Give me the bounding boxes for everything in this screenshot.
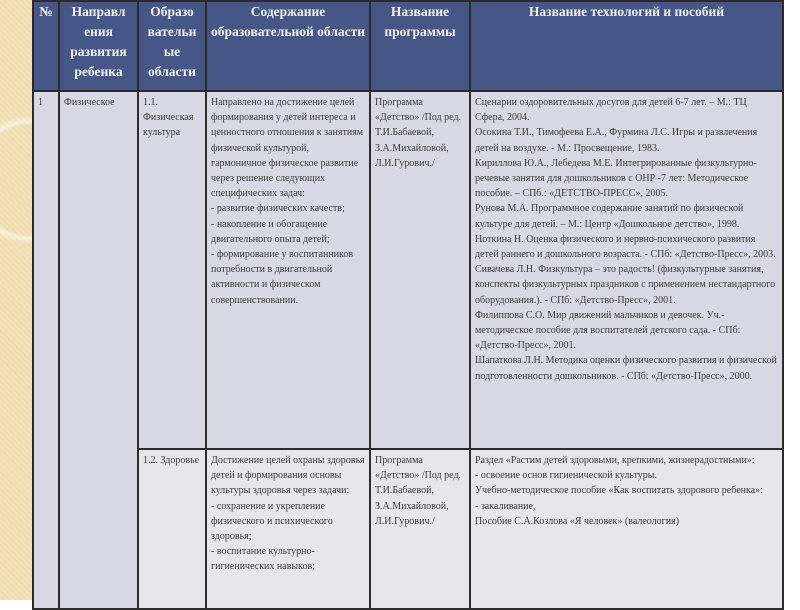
content-line: Достижение целей охраны здоровья детей и формирования основы культуры здоровья через задачи: — [211, 455, 365, 497]
technology-item: Сценарии оздоровительных досугов для детей 6-7 лет. – М.: ТЦ Сфера, 2004. — [475, 97, 747, 124]
cell-program: Программа «Детство» /Под ред. Т.И.Бабаевой, З.А.Михайловой, Л.И.Гурович./ — [370, 91, 470, 449]
header-direction: Направл ения развития ребенка — [59, 1, 138, 91]
content-line: - сохранение и укрепление физического и психического здоровья; — [211, 500, 333, 543]
technology-item: Раздел «Растим детей здоровыми, крепкими, жизнерадостными»: — [475, 455, 755, 466]
technology-item: Ноткина Н. Оценка физического и нервно-психического развития детей раннего и дошкольного возраста. - СПб: «Детство-Пресс», 2003. — [475, 233, 776, 261]
technology-item: Пособие С.А.Козлова «Я человек» (валеология) — [475, 515, 680, 527]
cell-area: 1.1. Физическая культура — [138, 91, 206, 449]
cell-content — [206, 91, 370, 449]
technology-item: Филиппова С.О. Мир движений мальчиков и девочек. Уч.-методическое пособие для воспитателей детского сада. - СПб: «Детство-Пресс», 2001. — [475, 309, 741, 352]
technology-item: Кириллова Ю.А., Лебедева М.Е. Интегрированные физкультурно-речевые занятия для дошкольников с ОНР -7 лет: Методическое пособие. – СПб.: «ДЕТСТВО-ПРЕСС», 2005. — [475, 157, 757, 200]
table-header-row — [33, 1, 783, 91]
cell-technologies — [470, 449, 783, 609]
cell-area: 1.2. Здоровье — [138, 449, 206, 609]
cell-technologies — [470, 91, 783, 449]
technology-item: Сивачева Л.Н. Физкультура – это радость! (физкультурные занятия, конспекты физкультурных праздников с применением нестандартного оборудования.). - СПб: «Детство-Пресс», 2001. — [475, 264, 776, 306]
content-line: - формирование у воспитанников потребности в двигательной активности и физическом совершенствовании. — [211, 249, 354, 306]
slide-background-decoration — [0, 0, 34, 600]
cell-num: 1 — [33, 91, 59, 609]
technology-item: Учебно-методическое пособие «Как воспитать здорового ребенка»: — [475, 485, 763, 497]
content-line: - развитие физических качеств; — [211, 203, 345, 215]
cell-program: Программа «Детство» /Под ред. Т.И.Бабаевой, З.А.Михайловой, Л.И.Гурович./ — [370, 449, 470, 609]
content-line: - накопление и обогащение двигательного опыта детей; — [211, 218, 330, 245]
cell-direction: Физическое — [59, 91, 138, 609]
technology-item: - закаливание, — [475, 500, 536, 512]
program-table — [32, 0, 784, 610]
content-line: Направлено на достижение целей формирования у детей интереса и ценностного отношения к занятиям физической культурой, гармоничное физическое развитие через решение следующих специфических задач: — [211, 97, 364, 200]
table-row — [33, 91, 783, 449]
content-line: - воспитание культурно-гигиенических навыков; — [211, 546, 315, 573]
technology-item: Шапаткова Л.Н. Методика оценки физического развития и физической подготовленности дошкольников. - СПб: «Детство-Пресс», 2000. — [475, 355, 777, 382]
header-areas: Образо вательн ые области — [138, 1, 206, 91]
table-row — [33, 449, 783, 609]
header-program: Название программы — [370, 1, 470, 91]
cell-content — [206, 449, 370, 609]
header-num: № — [33, 1, 59, 91]
technology-item: - освоение основ гигиенической культуры. — [475, 470, 657, 482]
technology-item: Осокина Т.И., Тимофеева Е.А., Фурмина Л.С. Игры и развлечения детей на воздухе. - М.: Просвещение, 1983. — [475, 127, 758, 154]
header-technologies: Название технологий и пособий — [470, 1, 783, 91]
header-content: Содержание образовательной области — [206, 1, 370, 91]
technology-item: Рунова М.А. Программное содержание занятий по физической культуре для детей. – М.: Центр «Дошкольное детство», 1998. — [475, 203, 744, 230]
